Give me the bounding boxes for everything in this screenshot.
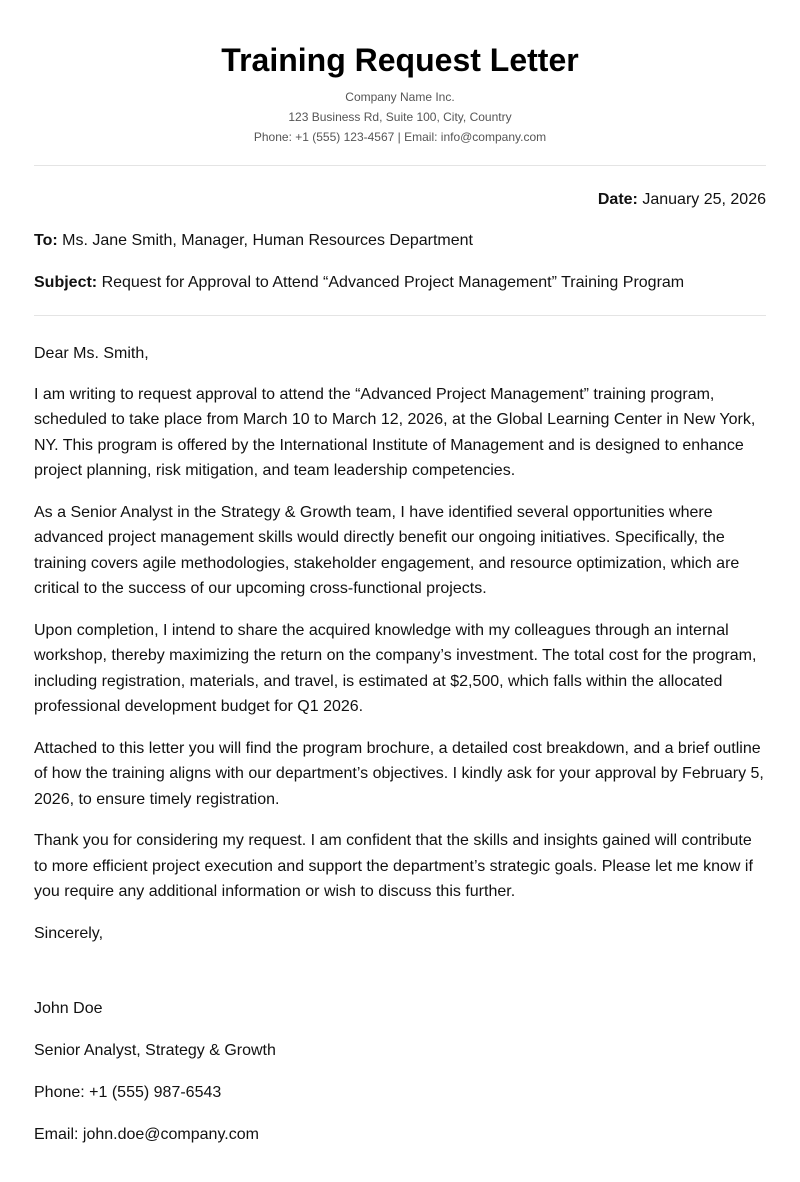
date-value: January 25, 2026 [642, 191, 766, 208]
company-info [34, 87, 766, 147]
salutation: Dear Ms. Smith, [34, 345, 149, 362]
body-paragraph: Thank you for considering my request. I am confident that the skills and insights gained will contribute to more efficient project execution and support the department’s strategic goals. Please let me know if you require any additional information or wish to discuss this further. [34, 832, 753, 900]
body-paragraph: Attached to this letter you will find the program brochure, a detailed cost breakdown, and a brief outline of how the training aligns with our department’s objectives. I kindly ask for your approval by February 5, 2026, to ensure timely registration. [34, 739, 764, 808]
to-value: Ms. Jane Smith, Manager, Human Resources Department [62, 232, 473, 249]
page-title: Training Request Letter [221, 42, 579, 78]
subject-value: Request for Approval to Attend “Advanced Project Management” Training Program [101, 274, 685, 291]
company-address: 123 Business Rd, Suite 100, City, Country [288, 110, 512, 124]
signature-phone: Phone: +1 (555) 987-6543 [34, 1084, 222, 1101]
date-line [34, 190, 766, 210]
signature-email: Email: john.doe@company.com [34, 1126, 259, 1143]
signature-block [34, 999, 766, 1145]
signature-name: John Doe [34, 1000, 103, 1017]
to-label: To: [34, 232, 58, 249]
company-contact: Phone: +1 (555) 123-4567 | Email: info@company.com [253, 130, 547, 144]
date-label: Date: [597, 191, 638, 208]
company-name: Company Name Inc. [345, 90, 455, 104]
meta-divider [34, 315, 766, 316]
subject-line [34, 273, 766, 293]
letter-body [34, 341, 766, 946]
closing: Sincerely, [34, 924, 104, 942]
subject-label: Subject: [34, 274, 98, 291]
header-divider [34, 165, 766, 166]
body-paragraph: As a Senior Analyst in the Strategy & Growth team, I have identified several opportunities where advanced project management skills would directly benefit our ongoing initiatives. Specifically, the training covers agile methodologies, stakeholder engagement, and resource optimization, which are critical to the success of our upcoming cross-functional projects. [34, 503, 740, 597]
recipient-line [34, 231, 766, 251]
body-paragraph: Upon completion, I intend to share the acquired knowledge with my colleagues through an internal workshop, thereby maximizing the return on the company’s investment. The total cost for the program, including registration, materials, and travel, is estimated at $2,500, which falls within the allocated professional development budget for Q1 2026. [34, 621, 757, 715]
signature-title: Senior Analyst, Strategy & Growth [34, 1042, 276, 1059]
body-paragraph: I am writing to request approval to attend the “Advanced Project Management” training program, scheduled to take place from March 10 to March 12, 2026, at the Global Learning Center in New York, NY. This program is offered by the International Institute of Management and is designed to enhance project planning, risk mitigation, and team leadership competencies. [34, 385, 756, 479]
